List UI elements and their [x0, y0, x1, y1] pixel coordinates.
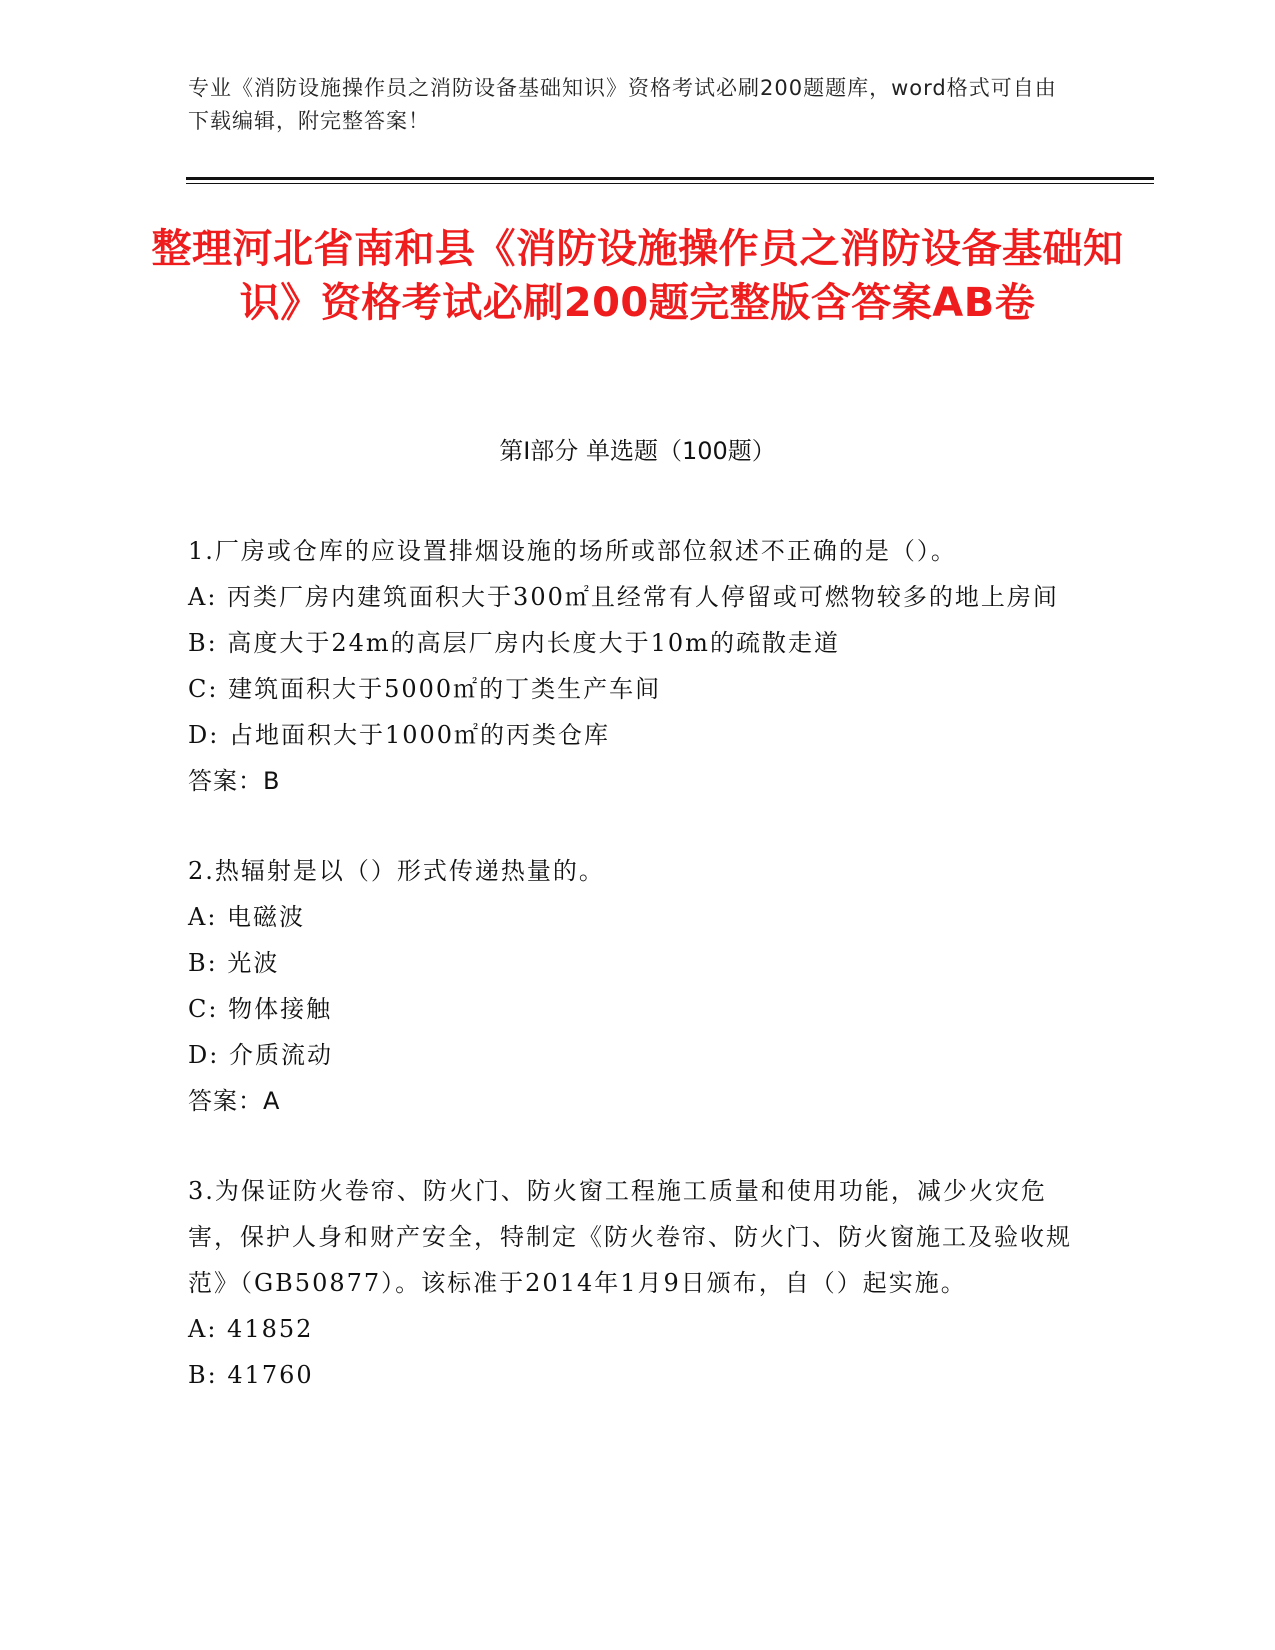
question-1 [188, 528, 1078, 804]
question-stem: 2.热辐射是以（）形式传递热量的。 [188, 857, 605, 885]
document-title: 整理河北省南和县《消防设施操作员之消防设备基础知识》资格考试必刷200题完整版含答案AB卷 [151, 226, 1124, 326]
option-d: D: 介质流动 [188, 1041, 333, 1069]
option-b: B: 高度大于24m的高层厂房内长度大于10m的疏散走道 [188, 629, 840, 657]
option-a: A: 电磁波 [188, 903, 306, 931]
question-3 [188, 1168, 1078, 1398]
section-title: 第Ⅰ部分 单选题（100题） [499, 437, 776, 465]
option-b: B: 41760 [188, 1361, 314, 1389]
header-rule-thick [186, 177, 1154, 180]
answer: 答案：A [188, 1087, 281, 1115]
question-list [188, 528, 1078, 1442]
header-rule-thin [186, 183, 1154, 184]
question-2 [188, 848, 1078, 1124]
option-d: D: 占地面积大于1000㎡的丙类仓库 [188, 721, 611, 749]
option-b: B: 光波 [188, 949, 280, 977]
question-stem: 3.为保证防火卷帘、防火门、防火窗工程施工质量和使用功能，减少火灾危害，保护人身和财产安全，特制定《防火卷帘、防火门、防火窗施工及验收规范》（GB50877）。该标准于2014年1月9日颁布，自（）起实施。 [188, 1177, 1072, 1297]
question-stem: 1.厂房或仓库的应设置排烟设施的场所或部位叙述不正确的是（）。 [188, 537, 957, 565]
option-c: C: 建筑面积大于5000㎡的丁类生产车间 [188, 675, 662, 703]
answer: 答案：B [188, 767, 281, 795]
option-c: C: 物体接触 [188, 995, 333, 1023]
option-a: A: 丙类厂房内建筑面积大于300㎡且经常有人停留或可燃物较多的地上房间 [188, 583, 1059, 611]
option-a: A: 41852 [188, 1315, 314, 1343]
header-note: 专业《消防设施操作员之消防设备基础知识》资格考试必刷200题题库，word格式可自由下载编辑，附完整答案！ [188, 76, 1057, 133]
